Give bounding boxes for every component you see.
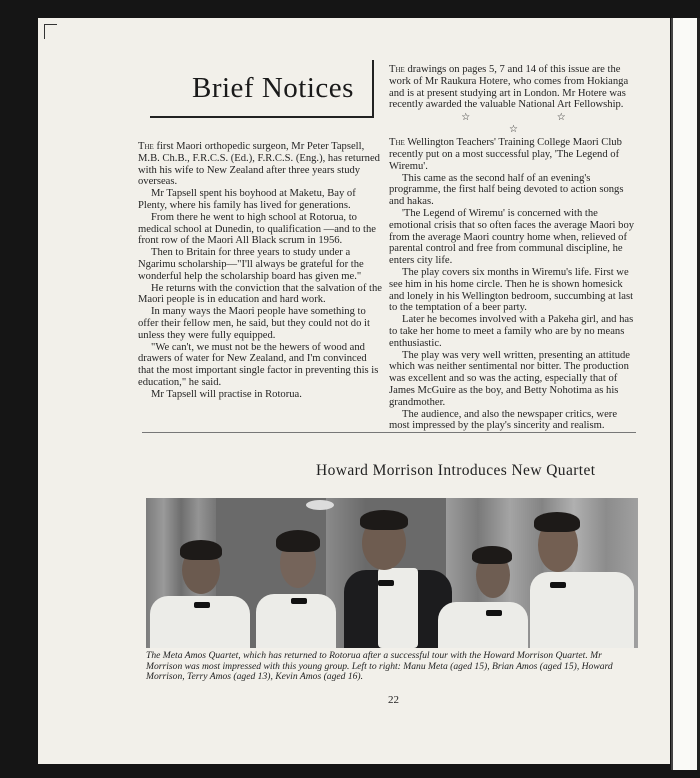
paragraph: Mr Tapsell spent his boyhood at Maketu, Bay of Plenty, where his family has lived for generations. [138, 188, 356, 211]
paragraph: The drawings on pages 5, 7 and 14 of this issue are the work of Mr Raukura Hotere, who comes from Hokianga and is at present studying art in London. Mr Hotere was recently awarded the valuable National Art Fellowship. [389, 64, 629, 111]
paragraph: The Wellington Teachers' Training College Maori Club recently put on a most successful play, 'The Legend of Wiremu'. [389, 137, 622, 172]
photo-caption: The Meta Amos Quartet, which has returned to Rotorua after a successful tour with the Howard Morrison Quartet. Mr Morrison was most impressed with this young group. Left to right: Manu Meta (aged 15), Brian Amos (aged 15), Howard Morrison, Terry Amos (aged 13), Kevin Amos (aged 16). [146, 650, 613, 683]
paragraph: Then to Britain for three years to study under a Ngarimu scholarship—"I'll always be grateful for the wonderful help the scholarship board has given me." [138, 247, 364, 282]
ceiling-light [306, 500, 334, 510]
paragraph: From there he went to high school at Rotorua, to medical school at Dunedin, to qualification —and to the front row of the Maori All Black scrum in 1956. [138, 211, 377, 247]
paragraph: Later he becomes involved with a Pakeha girl, and has to take her home to meet a family who are by no means enthusiastic. [389, 314, 634, 349]
section-divider [142, 432, 636, 433]
paragraph: The play was very well written, presenting an attitude which was neither sentimental nor bitter. The production was excellent and so was the acting, especially that of James McGuire as the boy, and Betty Nohotima as his grandmother. [389, 349, 630, 408]
paragraph: In many ways the Maori people have something to offer their fellow men, he said, but they could not do it unless they were fully equipped. [138, 306, 370, 341]
paragraph: The audience, and also the newspaper critics, were most impressed by the play's sincerity and realism. [389, 408, 618, 432]
feature-heading: Howard Morrison Introduces New Quartet [316, 462, 596, 479]
quartet-photo [146, 498, 638, 648]
crop-mark [44, 24, 57, 39]
star-divider: ☆ ☆ ☆ [461, 112, 608, 136]
paragraph: "We can't, we must not be the hewers of wood and drawers of water for New Zealand, and I'm convinced that the most important single factor in preventing this is education," he said. [138, 341, 379, 388]
paragraph: He returns with the conviction that the salvation of the Maori people is in education and hard work. [138, 282, 382, 306]
facing-page-edge [671, 18, 700, 770]
page-number: 22 [388, 694, 399, 706]
paragraph: The play covers six months in Wiremu's life. First we see him in his home circle. Then he is shown homesick and lonely in his Wellington bedroom, succumbing at last to the temptation of a beer party. [389, 266, 634, 314]
paragraph: 'The Legend of Wiremu' is concerned with the emotional crisis that so often faces the average Maori boy from the average Maori country home when, relieved of parental control and free from communal discipline, he enters city life. [389, 207, 635, 267]
paragraph: Mr Tapsell will practise in Rotorua. [151, 388, 302, 400]
right-column [389, 64, 640, 432]
left-column [138, 141, 382, 401]
page-title: Brief Notices [192, 72, 354, 104]
paragraph: The first Maori orthopedic surgeon, Mr Peter Tapsell, M.B. Ch.B., F.R.C.S. (Ed.), F.R.C.S. (Eng.), has returned with his wife to New Zealand after three years study overseas. [138, 141, 380, 188]
paragraph: This came as the second half of an evening's programme, the first half being devoted to action songs and hakas. [389, 172, 624, 208]
